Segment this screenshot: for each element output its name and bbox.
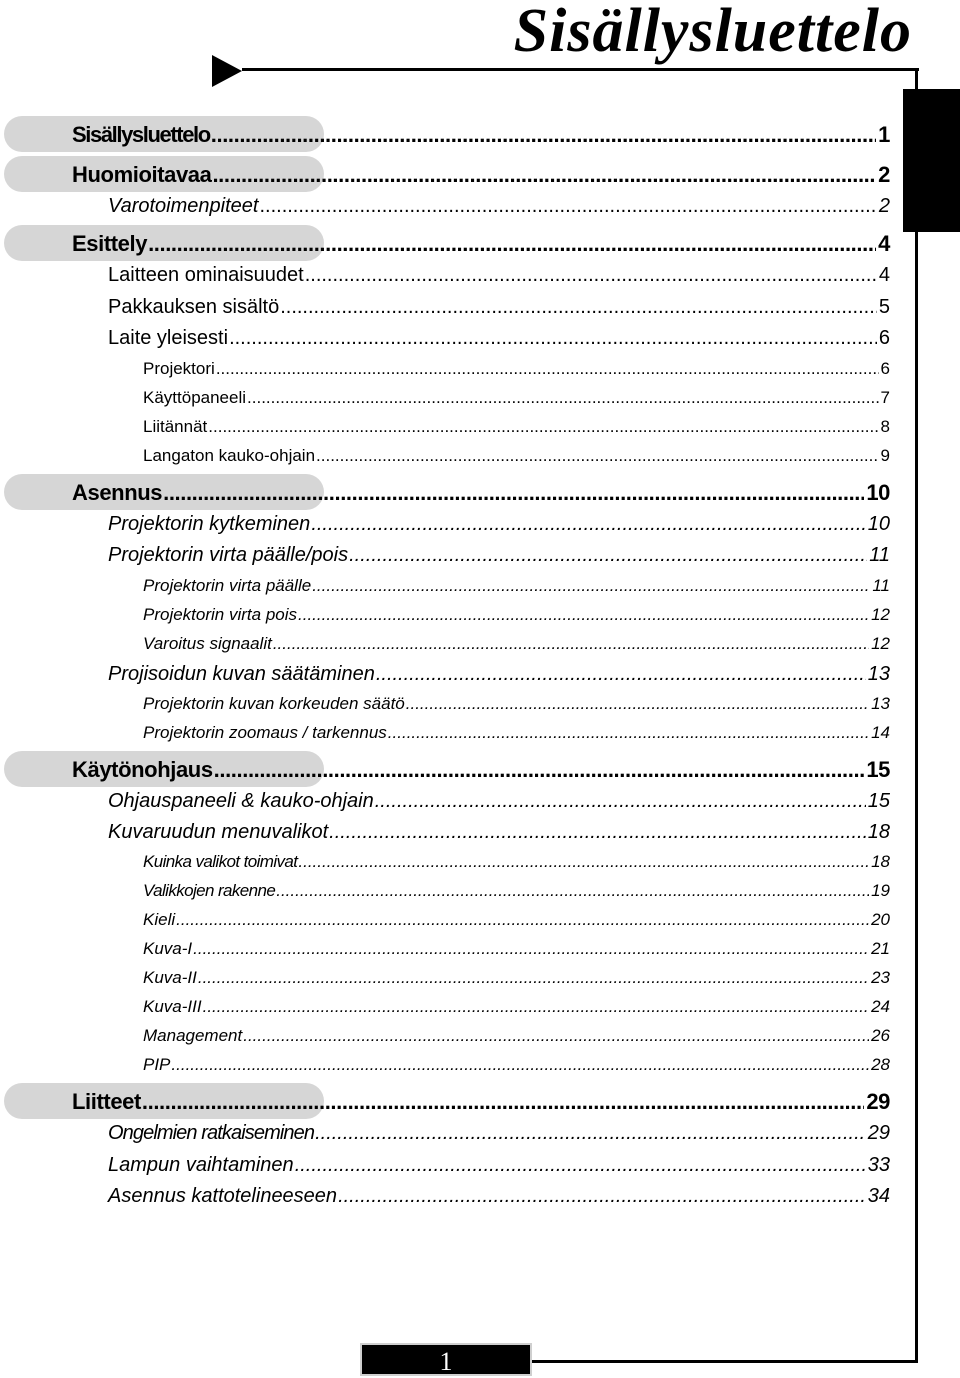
toc-title: Laite yleisesti [108,327,229,349]
toc-page: 12 [871,634,890,653]
toc-entry[interactable] [143,852,890,872]
toc-page: 4 [878,264,890,286]
toc-entry[interactable] [143,446,890,466]
toc-entry[interactable] [143,968,890,988]
toc-title: Kuvaruudun menuvalikot [108,821,329,843]
toc-title: Sisällysluettelo [72,122,210,147]
toc-page: 26 [871,1026,890,1045]
toc-title: Langaton kauko-ohjain [143,446,316,465]
toc-entry[interactable] [108,1185,890,1208]
toc-title: Projisoidun kuvan säätäminen [108,663,375,685]
toc-title: Asennus kattotelineeseen [108,1185,338,1207]
toc-page: 34 [867,1185,890,1207]
toc-entry[interactable] [143,939,890,959]
toc-page: 20 [871,910,890,929]
toc-page: 14 [871,723,890,742]
toc-page: 6 [880,359,890,378]
toc-title: Kuva-I [143,939,193,958]
toc-entry[interactable] [108,1154,890,1177]
toc-entry[interactable] [143,910,890,930]
toc-title: Huomioitavaa [72,162,212,187]
toc-page: 29 [866,1089,890,1114]
toc-page: 18 [867,821,890,843]
toc-title: Liitännät [143,417,208,436]
toc-entry[interactable] [72,162,890,188]
toc-page: 6 [878,327,890,349]
toc-title: Lampun vaihtaminen [108,1154,294,1176]
toc-title: Pakkauksen sisältö [108,296,280,318]
toc-title: Kieli [143,910,176,929]
toc-entry[interactable] [72,480,890,506]
toc-entry[interactable] [108,296,890,319]
toc-page: 7 [880,388,890,407]
toc-page: 2 [878,162,890,187]
toc-title: Projektorin virta pois [143,605,298,624]
toc-title: Laitteen ominaisuudet [108,264,304,286]
toc-page: 4 [878,231,890,256]
toc-page: 24 [871,997,890,1016]
toc-page: 23 [871,968,890,987]
toc-page: 21 [871,939,890,958]
toc-page: 33 [867,1154,890,1176]
toc-entry[interactable] [108,790,890,813]
toc-title: Projektorin virta päälle/pois [108,544,349,566]
toc-page: 5 [878,296,890,318]
toc-title: Valikkojen rakenne [143,881,276,900]
toc-title: Liitteet [72,1089,141,1114]
toc-page: 11 [869,544,890,566]
toc-page: 19 [871,881,890,900]
toc-entry[interactable] [108,544,890,567]
toc-entry[interactable] [108,327,890,350]
toc-title: Kuva-II [143,968,197,987]
toc-title: PIP [143,1055,171,1074]
toc-entry[interactable] [143,605,890,625]
toc-entry[interactable] [143,576,890,596]
toc-page: 12 [871,605,890,624]
toc-title: Projektorin zoomaus / tarkennus [143,723,387,742]
toc-entry[interactable] [108,1122,890,1145]
toc-title: Management [143,1026,243,1045]
toc-title: Varoitus signaalit [143,634,272,653]
page-number-box [360,1343,532,1376]
toc-entry[interactable] [72,231,890,257]
page-title: Sisällysluettelo [513,0,912,65]
toc-page: 11 [872,576,890,595]
toc-title: Asennus [72,480,163,505]
toc-entry[interactable] [72,757,890,783]
toc-entry[interactable] [143,417,890,437]
toc-entry[interactable] [143,359,890,379]
toc-page: 18 [871,852,890,871]
toc-title: Käytönohjaus [72,757,213,782]
toc-entry[interactable] [72,1089,890,1115]
toc-title: Käyttöpaneeli [143,388,247,407]
toc-page: 1 [878,122,890,147]
toc-entry[interactable] [143,1055,890,1075]
toc-page: 8 [880,417,890,436]
toc-page: 10 [866,480,890,505]
page-number: 1 [439,1347,453,1376]
toc-title: Projektorin virta päälle [143,576,312,595]
toc-title: Projektorin kuvan korkeuden säätö [143,694,405,713]
toc-page: 13 [867,663,890,685]
toc-title: Varotoimenpiteet [108,195,259,217]
toc-page: 15 [867,790,890,812]
toc-entry[interactable] [108,195,890,218]
toc-entry[interactable] [143,388,890,408]
toc-title: Ohjauspaneeli & kauko-ohjain [108,790,374,812]
toc-title: Projektorin kytkeminen [108,513,311,535]
toc-title: Ongelmien ratkaiseminen [108,1122,315,1144]
toc-title: Kuva-III [143,997,202,1016]
toc-page: 15 [866,757,890,782]
toc-entry[interactable] [108,264,890,287]
toc-entry[interactable] [143,997,890,1017]
toc-page: 10 [867,513,890,535]
toc-page: 2 [878,195,890,217]
toc-page: 13 [871,694,890,713]
toc-entry[interactable] [108,663,890,686]
toc-title: Kuinka valikot toimivat [143,852,298,871]
toc-page: 9 [880,446,890,465]
toc-page: 29 [867,1122,890,1144]
toc-entry[interactable] [72,122,890,148]
toc-title: Esittely [72,231,148,256]
toc-entry[interactable] [108,513,890,536]
toc-entry[interactable] [143,1026,890,1046]
toc-entry[interactable] [143,723,890,743]
toc-entry[interactable] [143,881,890,901]
toc-page: 28 [871,1055,890,1074]
toc-entry[interactable] [108,821,890,844]
toc-entry[interactable] [143,634,890,654]
toc-entry[interactable] [143,694,890,714]
toc-title: Projektori [143,359,215,378]
